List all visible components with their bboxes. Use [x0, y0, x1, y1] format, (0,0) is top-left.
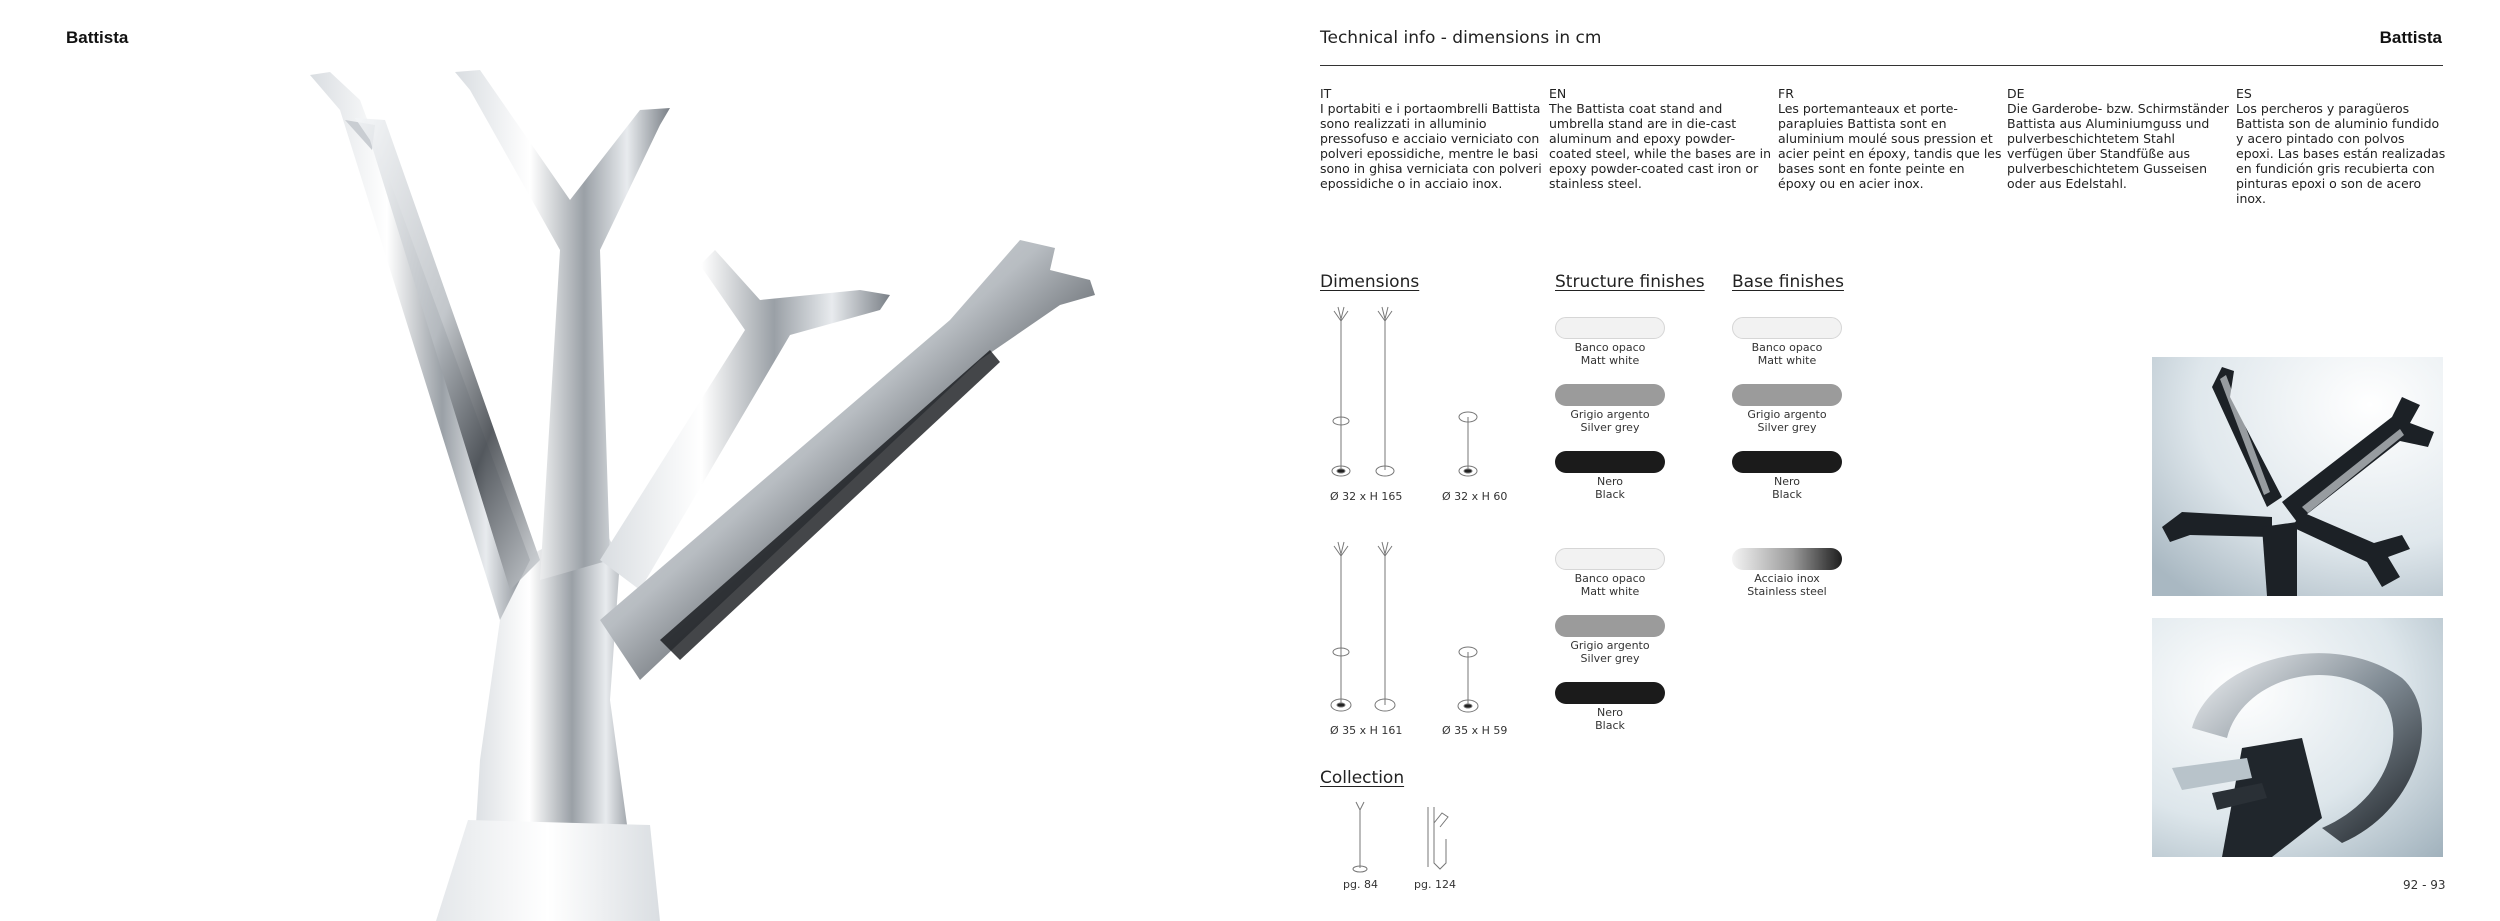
lang-column-it	[1320, 86, 1545, 191]
detail-photo-branch-top	[2152, 357, 2443, 596]
collection-page-ref: pg. 124	[1414, 878, 1456, 891]
coat-stand-drawing-tall-1	[1320, 305, 1440, 485]
dimension-label: Ø 32 x H 60	[1442, 490, 1508, 503]
lang-code: ES	[2236, 86, 2252, 101]
lang-code: DE	[2007, 86, 2025, 101]
finish-label: Nero Black	[1595, 475, 1625, 501]
finish-swatch-black	[1555, 451, 1665, 473]
collection-item-wall-hook	[1420, 803, 1460, 873]
finish-label: Grigio argento Silver grey	[1570, 408, 1650, 434]
lang-code: EN	[1549, 86, 1567, 101]
lang-column-de	[2007, 86, 2232, 191]
finish-label: Banco opaco Matt white	[1574, 341, 1646, 367]
base-swatch-matt-white	[1732, 317, 1842, 339]
finish-label: Banco opaco Matt white	[1574, 572, 1646, 598]
finish-label: Acciaio inox Stainless steel	[1747, 572, 1827, 598]
umbrella-stand-drawing-1	[1448, 405, 1488, 485]
lang-column-en	[1549, 86, 1774, 191]
lang-text: I portabiti e i portaombrelli Battista sono realizzati in alluminio pressofuso e acciaio verniciato con polveri epossidiche, mentre le basi sono in ghisa verniciata con polveri epossidiche o in acciaio inox.	[1320, 101, 1542, 191]
lang-text: Les portemanteaux et porte-parapluies Battista sont en aluminium moulé sous pression et acier peint en époxy, tandis que les bases sont en fonte peinte en époxy ou en acier inox.	[1778, 101, 2002, 191]
umbrella-stand-drawing-2	[1448, 640, 1488, 720]
finish-swatch-matt-white	[1555, 317, 1665, 339]
base-swatch-silver-grey	[1732, 384, 1842, 406]
lang-column-es	[2236, 86, 2446, 206]
dimension-label: Ø 35 x H 59	[1442, 724, 1508, 737]
dimensions-heading: Dimensions	[1320, 272, 1420, 292]
lang-code: FR	[1778, 86, 1794, 101]
finish-label: Grigio argento Silver grey	[1570, 639, 1650, 665]
base-finishes-heading: Base finishes	[1732, 272, 1844, 292]
finish-label: Grigio argento Silver grey	[1747, 408, 1827, 434]
lang-text: Die Garderobe- bzw. Schirmständer Battista aus Aluminiumguss und pulverbeschichtetem Stahl verfügen über Standfüße aus pulverbeschichtetem Gusseisen oder aus Edelstahl.	[2007, 101, 2229, 191]
lang-column-fr	[1778, 86, 2003, 191]
base-swatch-black	[1732, 451, 1842, 473]
finish-swatch-silver-grey	[1555, 615, 1665, 637]
dimension-label: Ø 32 x H 165	[1330, 490, 1403, 503]
finish-label: Banco opaco Matt white	[1751, 341, 1823, 367]
finish-swatch-silver-grey	[1555, 384, 1665, 406]
finish-swatch-black	[1555, 682, 1665, 704]
header-divider	[1320, 65, 2443, 66]
lang-text: Los percheros y paragüeros Battista son de aluminio fundido y acero pintado con polvos epoxi. Las bases están realizadas en fundición gris recubierta con pinturas epoxi o son de acero inox.	[2236, 101, 2446, 206]
collection-heading: Collection	[1320, 768, 1405, 788]
coat-stand-drawing-tall-2	[1320, 540, 1440, 720]
page-numbers: 92 - 93	[2403, 878, 2446, 892]
structure-finishes-heading: Structure finishes	[1555, 272, 1705, 292]
collection-item-coat-stand	[1345, 800, 1375, 875]
lang-text: The Battista coat stand and umbrella stand are in die-cast aluminum and epoxy powder-coated steel, while the bases are in epoxy powder-coated cast iron or stainless steel.	[1549, 101, 1772, 191]
collection-page-ref: pg. 84	[1343, 878, 1378, 891]
right-brand-title: Battista	[2379, 28, 2442, 47]
dimension-label: Ø 35 x H 161	[1330, 724, 1403, 737]
lang-code: IT	[1320, 86, 1332, 101]
finish-label: Nero Black	[1772, 475, 1802, 501]
technical-info-title: Technical info - dimensions in cm	[1320, 28, 1602, 48]
left-brand-title: Battista	[66, 28, 129, 47]
finish-label: Nero Black	[1595, 706, 1625, 732]
base-swatch-stainless-steel	[1732, 548, 1842, 570]
detail-photo-hook-curve	[2152, 618, 2443, 857]
finish-swatch-matt-white	[1555, 548, 1665, 570]
